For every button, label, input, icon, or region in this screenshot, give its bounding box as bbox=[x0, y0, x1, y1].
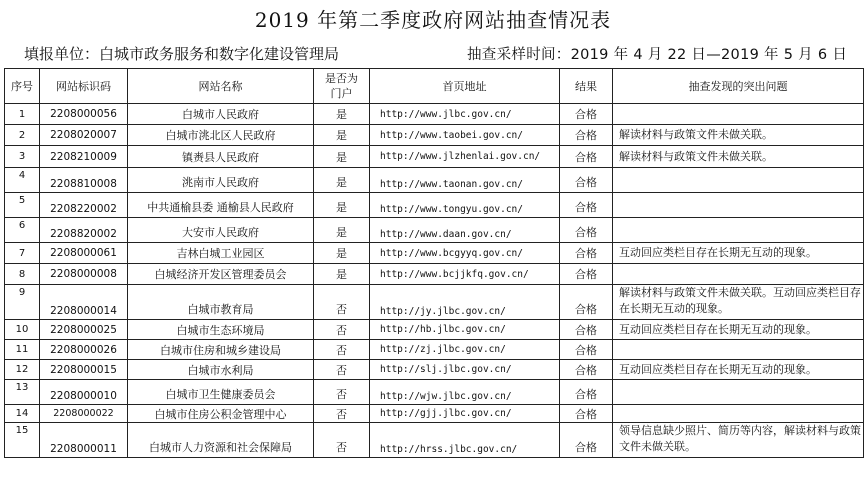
cell-result: 合格 bbox=[560, 423, 613, 458]
cell-portal: 是 bbox=[314, 243, 370, 264]
cell-portal: 是 bbox=[314, 264, 370, 285]
cell-name: 白城市生态环境局 bbox=[128, 320, 314, 340]
report-unit: 填报单位：白城市政务服务和数字化建设管理局 bbox=[24, 45, 340, 63]
cell-name: 白城市人力资源和社会保障局 bbox=[128, 423, 314, 458]
cell-url: http://gjj.jlbc.gov.cn/ bbox=[370, 405, 560, 423]
cell-seq: 10 bbox=[5, 320, 40, 340]
cell-portal: 否 bbox=[314, 360, 370, 380]
cell-code: 2208210009 bbox=[40, 146, 128, 168]
cell-issues: 解读材料与政策文件未做关联。 bbox=[613, 125, 864, 146]
table-row bbox=[5, 423, 864, 458]
cell-result: 合格 bbox=[560, 285, 613, 320]
cell-portal: 否 bbox=[314, 405, 370, 423]
cell-name: 白城市卫生健康委员会 bbox=[128, 380, 314, 405]
table-row bbox=[5, 146, 864, 168]
cell-name: 白城市教育局 bbox=[128, 285, 314, 320]
cell-url: http://jy.jlbc.gov.cn/ bbox=[370, 285, 560, 320]
cell-result: 合格 bbox=[560, 264, 613, 285]
cell-issues: 互动回应类栏目存在长期无互动的现象。 bbox=[613, 243, 864, 264]
cell-result: 合格 bbox=[560, 218, 613, 243]
cell-result: 合格 bbox=[560, 168, 613, 193]
cell-portal: 否 bbox=[314, 285, 370, 320]
cell-issues bbox=[613, 193, 864, 218]
cell-code: 2208820002 bbox=[40, 218, 128, 243]
cell-name: 洮南市人民政府 bbox=[128, 168, 314, 193]
cell-result: 合格 bbox=[560, 340, 613, 360]
cell-portal: 否 bbox=[314, 380, 370, 405]
cell-issues bbox=[613, 218, 864, 243]
cell-portal: 是 bbox=[314, 104, 370, 125]
cell-portal: 是 bbox=[314, 146, 370, 168]
cell-name: 白城市洮北区人民政府 bbox=[128, 125, 314, 146]
cell-issues: 互动回应类栏目存在长期无互动的现象。 bbox=[613, 360, 864, 380]
cell-code: 2208000026 bbox=[40, 340, 128, 360]
cell-seq: 9 bbox=[5, 285, 40, 320]
cell-result: 合格 bbox=[560, 193, 613, 218]
cell-url: http://hb.jlbc.gov.cn/ bbox=[370, 320, 560, 340]
cell-seq: 12 bbox=[5, 360, 40, 380]
cell-portal: 是 bbox=[314, 125, 370, 146]
table-row bbox=[5, 193, 864, 218]
cell-result: 合格 bbox=[560, 405, 613, 423]
cell-issues: 互动回应类栏目存在长期无互动的现象。 bbox=[613, 320, 864, 340]
cell-portal: 否 bbox=[314, 320, 370, 340]
table-row bbox=[5, 285, 864, 320]
cell-code: 2208220002 bbox=[40, 193, 128, 218]
cell-code: 2208000061 bbox=[40, 243, 128, 264]
cell-name: 吉林白城工业园区 bbox=[128, 243, 314, 264]
col-header-name: 网站名称 bbox=[128, 69, 314, 104]
cell-portal: 否 bbox=[314, 340, 370, 360]
table-row bbox=[5, 360, 864, 380]
cell-result: 合格 bbox=[560, 320, 613, 340]
cell-issues bbox=[613, 264, 864, 285]
cell-result: 合格 bbox=[560, 360, 613, 380]
table-row bbox=[5, 264, 864, 285]
cell-url: http://www.daan.gov.cn/ bbox=[370, 218, 560, 243]
cell-result: 合格 bbox=[560, 146, 613, 168]
cell-url: http://www.bcgyyq.gov.cn/ bbox=[370, 243, 560, 264]
cell-issues bbox=[613, 340, 864, 360]
cell-name: 白城经济开发区管理委员会 bbox=[128, 264, 314, 285]
cell-seq: 6 bbox=[5, 218, 40, 243]
cell-result: 合格 bbox=[560, 243, 613, 264]
cell-result: 合格 bbox=[560, 104, 613, 125]
cell-url: http://slj.jlbc.gov.cn/ bbox=[370, 360, 560, 380]
table-header-row bbox=[5, 69, 864, 104]
cell-issues bbox=[613, 405, 864, 423]
cell-seq: 4 bbox=[5, 168, 40, 193]
cell-code: 2208000014 bbox=[40, 285, 128, 320]
col-header-code: 网站标识码 bbox=[40, 69, 128, 104]
cell-url: http://www.tongyu.gov.cn/ bbox=[370, 193, 560, 218]
cell-seq: 3 bbox=[5, 146, 40, 168]
table-row bbox=[5, 104, 864, 125]
cell-seq: 13 bbox=[5, 380, 40, 405]
cell-issues: 解读材料与政策文件未做关联。互动回应类栏目存在长期无互动的现象。 bbox=[613, 285, 864, 320]
cell-code: 2208000025 bbox=[40, 320, 128, 340]
cell-seq: 8 bbox=[5, 264, 40, 285]
cell-issues: 领导信息缺少照片、简历等内容，解读材料与政策文件未做关联。 bbox=[613, 423, 864, 458]
cell-name: 大安市人民政府 bbox=[128, 218, 314, 243]
cell-url: http://zj.jlbc.gov.cn/ bbox=[370, 340, 560, 360]
cell-url: http://hrss.jlbc.gov.cn/ bbox=[370, 423, 560, 458]
cell-issues bbox=[613, 168, 864, 193]
cell-code: 2208000015 bbox=[40, 360, 128, 380]
cell-portal: 是 bbox=[314, 193, 370, 218]
cell-code: 2208000008 bbox=[40, 264, 128, 285]
cell-result: 合格 bbox=[560, 380, 613, 405]
col-header-result: 结果 bbox=[560, 69, 613, 104]
page-title: 2019 年第二季度政府网站抽查情况表 bbox=[254, 8, 612, 32]
table-row bbox=[5, 243, 864, 264]
cell-code: 2208000011 bbox=[40, 423, 128, 458]
cell-url: http://www.taonan.gov.cn/ bbox=[370, 168, 560, 193]
cell-url: http://www.jlbc.gov.cn/ bbox=[370, 104, 560, 125]
cell-name: 白城市住房和城乡建设局 bbox=[128, 340, 314, 360]
inspection-table bbox=[4, 68, 864, 458]
cell-seq: 11 bbox=[5, 340, 40, 360]
cell-seq: 15 bbox=[5, 423, 40, 458]
cell-portal: 否 bbox=[314, 423, 370, 458]
cell-portal: 是 bbox=[314, 218, 370, 243]
cell-name: 白城市住房公积金管理中心 bbox=[128, 405, 314, 423]
cell-seq: 14 bbox=[5, 405, 40, 423]
col-header-issues: 抽查发现的突出问题 bbox=[613, 69, 864, 104]
cell-seq: 5 bbox=[5, 193, 40, 218]
table-row bbox=[5, 125, 864, 146]
cell-issues bbox=[613, 380, 864, 405]
col-header-seq: 序号 bbox=[5, 69, 40, 104]
cell-name: 白城市水利局 bbox=[128, 360, 314, 380]
cell-code: 2208000010 bbox=[40, 380, 128, 405]
cell-result: 合格 bbox=[560, 125, 613, 146]
table-row bbox=[5, 340, 864, 360]
cell-issues: 解读材料与政策文件未做关联。 bbox=[613, 146, 864, 168]
cell-seq: 1 bbox=[5, 104, 40, 125]
cell-name: 中共通榆县委 通榆县人民政府 bbox=[128, 193, 314, 218]
table-row bbox=[5, 168, 864, 193]
cell-seq: 2 bbox=[5, 125, 40, 146]
sampling-period: 抽查采样时间：2019 年 4 月 22 日—2019 年 5 月 6 日 bbox=[467, 47, 848, 63]
cell-url: http://www.taobei.gov.cn/ bbox=[370, 125, 560, 146]
cell-url: http://www.bcjjkfq.gov.cn/ bbox=[370, 264, 560, 285]
cell-name: 白城市人民政府 bbox=[128, 104, 314, 125]
cell-code: 2208810008 bbox=[40, 168, 128, 193]
col-header-url: 首页地址 bbox=[370, 69, 560, 104]
table-row bbox=[5, 405, 864, 423]
table-row bbox=[5, 380, 864, 405]
table-row bbox=[5, 320, 864, 340]
cell-code: 2208000056 bbox=[40, 104, 128, 125]
cell-url: http://wjw.jlbc.gov.cn/ bbox=[370, 380, 560, 405]
cell-code: 2208000022 bbox=[40, 405, 128, 423]
cell-issues bbox=[613, 104, 864, 125]
col-header-portal: 是否为门户 bbox=[314, 69, 370, 104]
cell-name: 镇赉县人民政府 bbox=[128, 146, 314, 168]
cell-seq: 7 bbox=[5, 243, 40, 264]
cell-portal: 是 bbox=[314, 168, 370, 193]
cell-code: 2208020007 bbox=[40, 125, 128, 146]
cell-url: http://www.jlzhenlai.gov.cn/ bbox=[370, 146, 560, 168]
table-row bbox=[5, 218, 864, 243]
